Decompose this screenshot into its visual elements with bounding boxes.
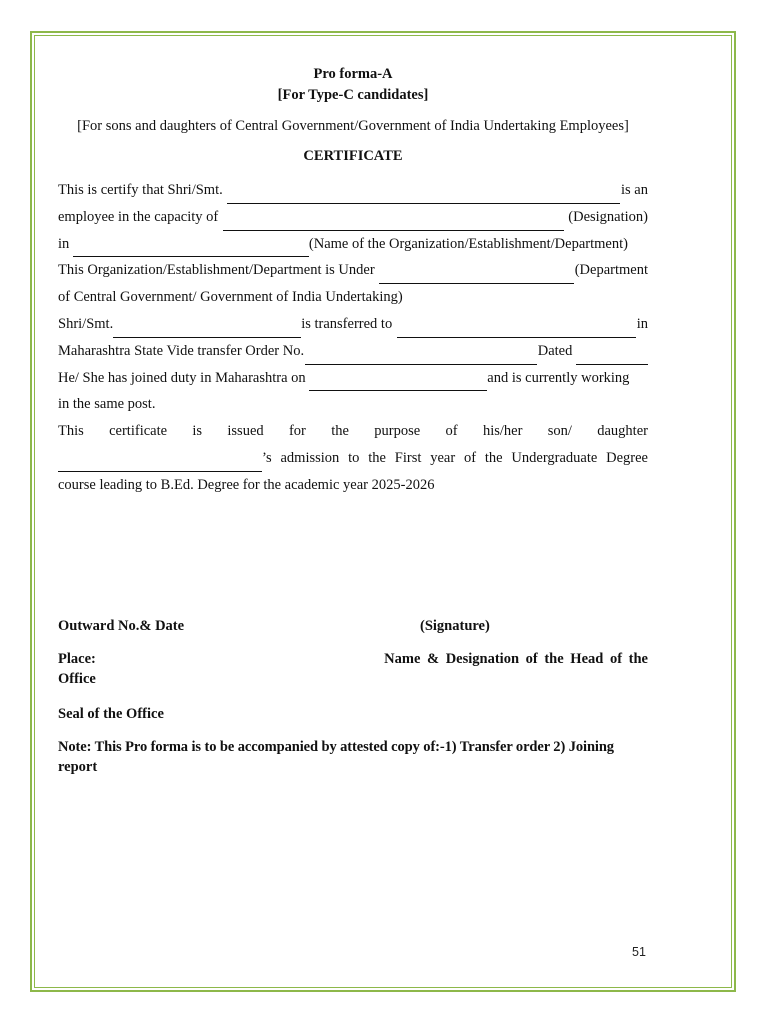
dated-blank[interactable] bbox=[576, 346, 648, 365]
line-2: employee in the capacity of (Designation) bbox=[58, 204, 648, 231]
line-10: This certificate is issued for the purpose of his/her son/ daughter bbox=[58, 423, 648, 440]
outward-row bbox=[58, 616, 648, 636]
designation-blank[interactable] bbox=[223, 212, 564, 231]
line-3: in (Name of the Organization/Establishment/Department) bbox=[58, 231, 648, 258]
form-type: [For Type-C candidates] bbox=[277, 87, 429, 103]
line-7: Maharashtra State Vide transfer Order No. Dated bbox=[58, 338, 648, 365]
place-label: Place: bbox=[58, 651, 96, 667]
joining-date-blank[interactable] bbox=[309, 372, 487, 391]
transferred-name-blank[interactable] bbox=[113, 319, 301, 338]
form-subtitle: [For sons and daughters of Central Government/Government of India Undertaking Employees] bbox=[77, 118, 629, 134]
line-8: He/ She has joined duty in Maharashtra on and is currently working bbox=[58, 365, 648, 392]
place-row bbox=[58, 649, 648, 669]
organization-blank[interactable] bbox=[73, 238, 309, 257]
line-12: course leading to B.Ed. Degree for the academic year 2025-2026 bbox=[58, 476, 435, 493]
certificate-heading: CERTIFICATE bbox=[303, 148, 403, 164]
office-label: Office bbox=[58, 671, 96, 687]
page-number: 51 bbox=[632, 945, 646, 959]
employee-name-blank[interactable] bbox=[227, 185, 620, 204]
seal-label: Seal of the Office bbox=[58, 706, 164, 722]
note-line-1: Note: This Pro forma is to be accompanied by attested copy of:-1) Transfer order 2) Joining bbox=[58, 739, 614, 755]
note bbox=[58, 737, 648, 777]
line-4: This Organization/Establishment/Department is Under (Department bbox=[58, 257, 648, 284]
transfer-order-blank[interactable] bbox=[305, 346, 537, 365]
name-designation-label: Name & Designation of the Head of the bbox=[384, 651, 648, 667]
note-line-2: report bbox=[58, 759, 98, 775]
certificate-text bbox=[58, 177, 648, 499]
line-1: This is certify that Shri/Smt. is an bbox=[58, 177, 648, 204]
child-name-blank[interactable] bbox=[58, 453, 262, 472]
line-11: ’s admission to the First year of the Undergraduate Degree bbox=[58, 445, 648, 472]
form-title: Pro forma-A bbox=[313, 66, 393, 82]
outward-label: Outward No.& Date bbox=[58, 618, 185, 634]
line-6: Shri/Smt. is transferred to in bbox=[58, 311, 648, 338]
signature-label: (Signature) bbox=[420, 618, 490, 634]
document-body bbox=[58, 64, 648, 775]
department-blank[interactable] bbox=[379, 265, 573, 284]
transferred-to-blank[interactable] bbox=[397, 319, 636, 338]
line-5: of Central Government/ Government of India Undertaking) bbox=[58, 289, 403, 306]
line-9: in the same post. bbox=[58, 396, 156, 413]
